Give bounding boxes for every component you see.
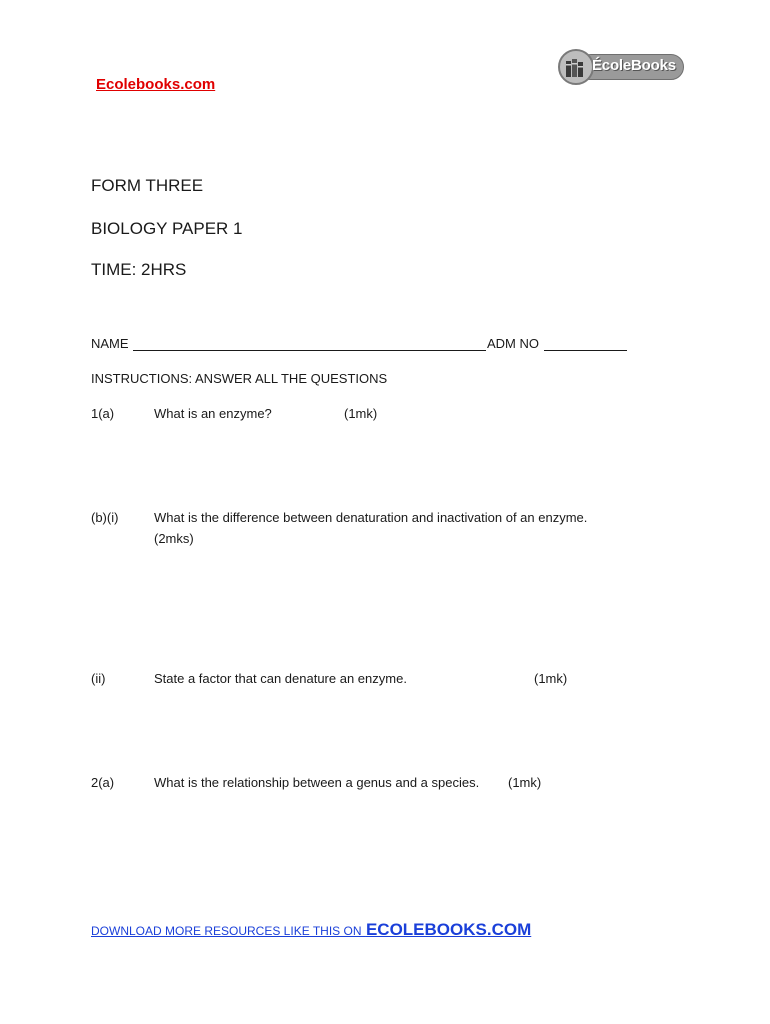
question-marks: (2mks) [154,531,194,546]
question-marks: (1mk) [344,406,378,421]
ecolebooks-logo [556,47,686,89]
name-field-line[interactable] [133,350,486,351]
time-heading: TIME: 2HRS [91,260,187,279]
question-number: 2(a) [91,775,115,790]
adm-no-field-line[interactable] [544,350,627,351]
question-number: (ii) [91,671,106,686]
adm-no-label: ADM NO [487,336,539,351]
question-number: 1(a) [91,406,115,421]
footer-prefix: DOWNLOAD MORE RESOURCES LIKE THIS ON [91,924,362,938]
name-label: NAME [91,336,129,351]
instructions: INSTRUCTIONS: ANSWER ALL THE QUESTIONS [91,371,388,386]
form-heading: FORM THREE [91,176,204,195]
footer-download-link[interactable] [91,920,531,940]
question-text: What is the difference between denaturation and inactivation of an enzyme. [154,510,588,525]
question-text: State a factor that can denature an enzyme. [154,671,407,686]
books-icon [558,49,594,85]
logo-text: ÉcoleBooks [592,57,676,74]
question-text: What is an enzyme? [154,406,272,421]
question-number: (b)(i) [91,510,119,525]
footer-site: ECOLEBOOKS.COM [365,920,532,939]
paper-heading: BIOLOGY PAPER 1 [91,219,243,238]
question-marks: (1mk) [534,671,568,686]
header-site-link[interactable]: Ecolebooks.com [96,76,216,93]
question-text: What is the relationship between a genus and a species. [154,775,480,790]
question-marks: (1mk) [508,775,542,790]
